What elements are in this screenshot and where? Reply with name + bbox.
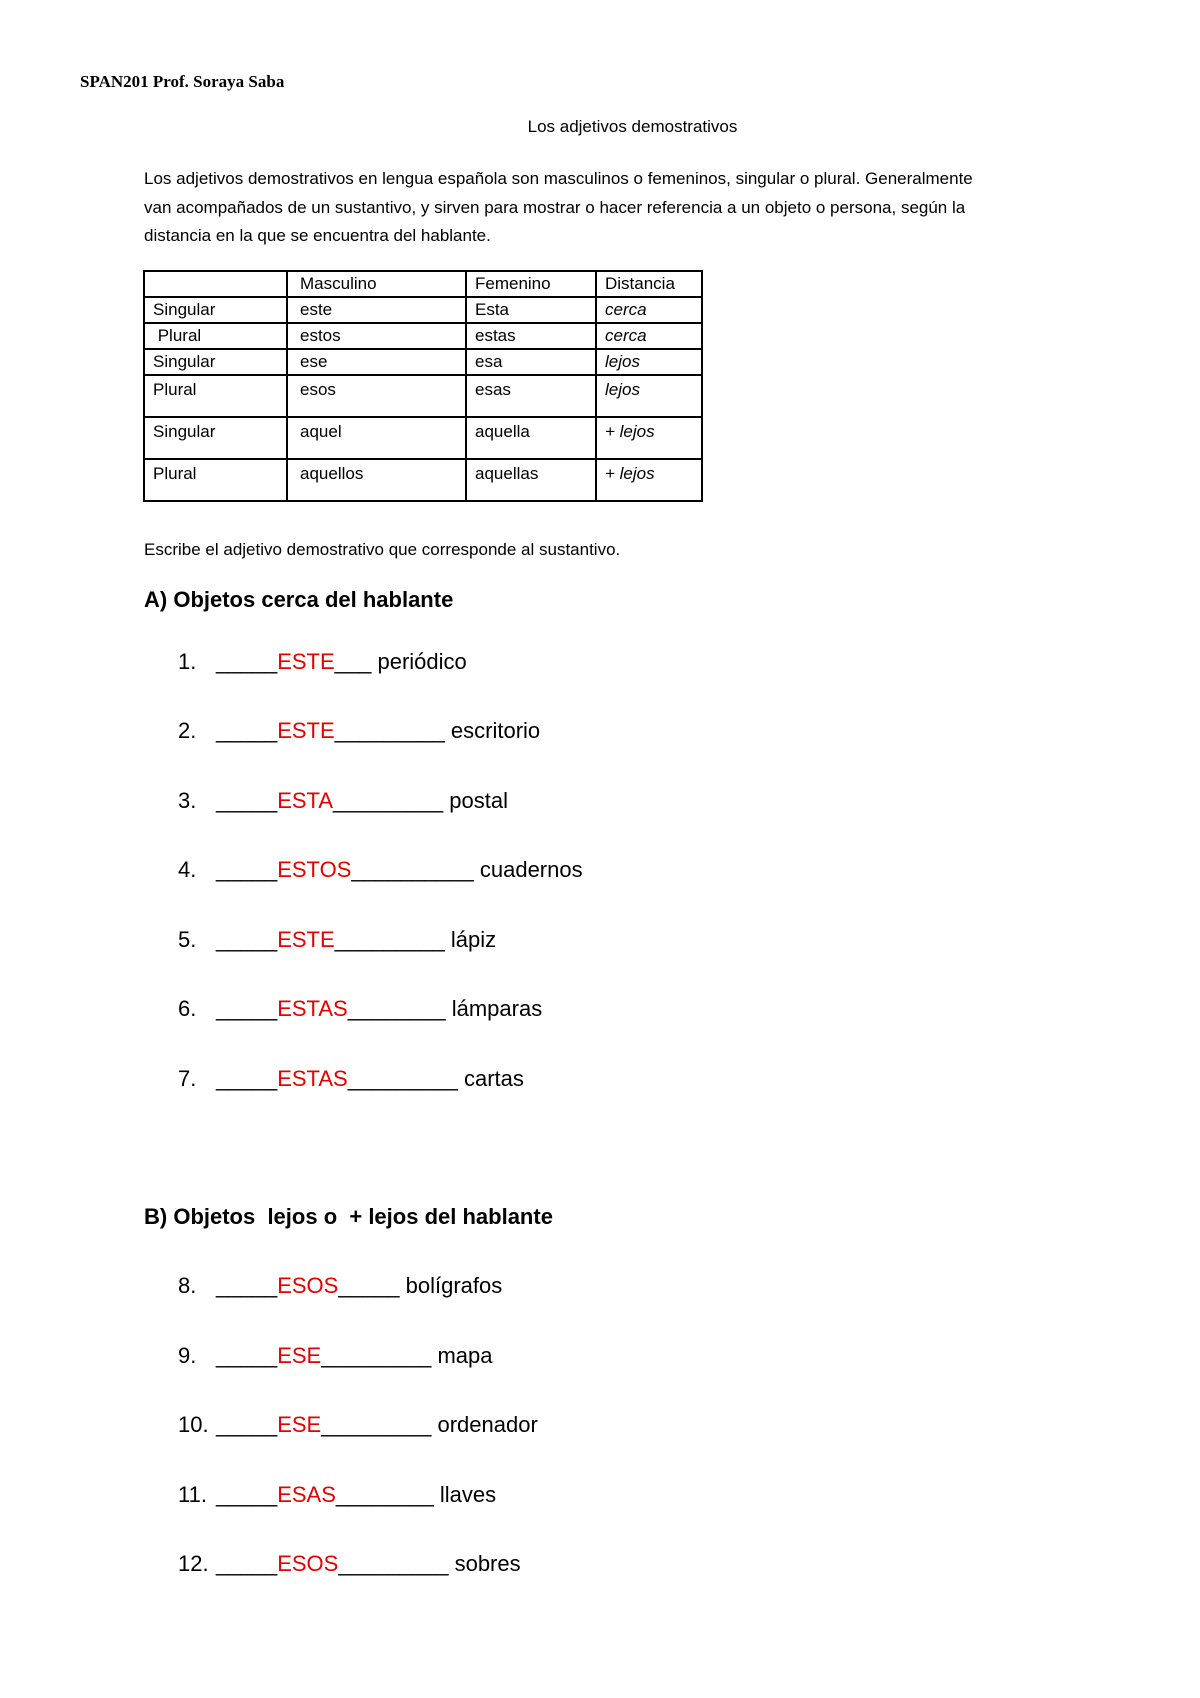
blank-line: _________: [321, 1343, 432, 1368]
noun-text: llaves: [439, 1482, 497, 1507]
noun-text: ordenador: [437, 1412, 538, 1437]
exercise-item: [178, 718, 540, 744]
table-cell-feminine: estas: [466, 323, 596, 349]
table-row: [144, 323, 702, 349]
noun-text: periódico: [377, 649, 467, 674]
blank-line: _____: [216, 1066, 278, 1091]
exercise-item: [178, 1482, 496, 1508]
table-cell-feminine: Esta: [466, 297, 596, 323]
blank-line: ___: [334, 649, 372, 674]
blank-line: ________: [347, 996, 446, 1021]
answer-text: ESTE: [277, 927, 335, 952]
exercise-item: [178, 1412, 538, 1438]
course-header: SPAN201 Prof. Soraya Saba: [80, 72, 285, 91]
exercise-item: [178, 1273, 502, 1299]
blank-line: _________: [334, 927, 445, 952]
table-cell-masculine: ese: [287, 349, 466, 375]
item-number: 12.: [178, 1551, 209, 1576]
exercise-item: [178, 927, 496, 953]
answer-text: ESOS: [277, 1551, 339, 1576]
table-row: [144, 297, 702, 323]
exercise-item: [178, 857, 583, 883]
document-title: Los adjetivos demostrativos: [527, 117, 738, 136]
answer-text: ESE: [277, 1412, 322, 1437]
intro-paragraph: [144, 165, 1064, 251]
table-cell-distance: + lejos: [596, 417, 702, 459]
noun-text: lámparas: [451, 996, 543, 1021]
blank-line: _____: [216, 788, 278, 813]
table-cell-masculine: aquellos: [287, 459, 466, 501]
blank-line: _____: [216, 1273, 278, 1298]
noun-text: postal: [449, 788, 508, 813]
noun-text: cuadernos: [479, 857, 583, 882]
item-number: 4.: [178, 857, 197, 882]
table-cell-number: Singular: [144, 297, 287, 323]
exercise-instructions: Escribe el adjetivo demostrativo que corresponde al sustantivo.: [144, 540, 621, 559]
blank-line: _____: [216, 1482, 278, 1507]
intro-line: distancia en la que se encuentra del hablante.: [144, 226, 491, 245]
table-row: [144, 375, 702, 417]
item-number: 8.: [178, 1273, 197, 1298]
exercise-item: [178, 1343, 493, 1369]
answer-text: ESAS: [277, 1482, 336, 1507]
exercise-item: [178, 996, 542, 1022]
table-cell-feminine: aquella: [466, 417, 596, 459]
item-number: 5.: [178, 927, 197, 952]
table-cell-distance: cerca: [596, 297, 702, 323]
table-cell-masculine: esos: [287, 375, 466, 417]
table-cell-distance: lejos: [596, 349, 702, 375]
answer-text: ESOS: [277, 1273, 339, 1298]
blank-line: _____: [216, 927, 278, 952]
item-number: 7.: [178, 1066, 197, 1091]
noun-text: mapa: [437, 1343, 493, 1368]
blank-line: _____: [216, 1343, 278, 1368]
table-row: [144, 417, 702, 459]
item-number: 6.: [178, 996, 197, 1021]
answer-text: ESTAS: [277, 996, 348, 1021]
table-row: [144, 349, 702, 375]
demonstratives-table: [143, 270, 703, 502]
answer-text: ESTAS: [277, 1066, 348, 1091]
blank-line: ________: [335, 1482, 434, 1507]
exercise-item: [178, 1551, 521, 1577]
noun-text: escritorio: [450, 718, 541, 743]
answer-text: ESTOS: [277, 857, 352, 882]
intro-line: Los adjetivos demostrativos en lengua española son masculinos o femeninos, singular o plural. Generalmente: [144, 169, 973, 188]
table-cell-distance: cerca: [596, 323, 702, 349]
table-cell-number: Plural: [144, 375, 287, 417]
blank-line: _________: [333, 788, 444, 813]
blank-line: _____: [216, 718, 278, 743]
item-number: 2.: [178, 718, 197, 743]
blank-line: _____: [216, 857, 278, 882]
blank-line: _________: [321, 1412, 432, 1437]
exercise-item: [178, 1066, 524, 1092]
table-cell-feminine: esa: [466, 349, 596, 375]
exercise-item: [178, 788, 508, 814]
answer-text: ESTA: [277, 788, 334, 813]
table-header-cell: Distancia: [596, 271, 702, 297]
answer-text: ESTE: [277, 649, 335, 674]
table-header-cell: [144, 271, 287, 297]
table-cell-distance: lejos: [596, 375, 702, 417]
noun-text: lápiz: [450, 927, 497, 952]
table-cell-masculine: este: [287, 297, 466, 323]
table-cell-masculine: aquel: [287, 417, 466, 459]
blank-line: _____: [338, 1273, 400, 1298]
table-header-row: [144, 271, 702, 297]
table-cell-number: Plural: [144, 459, 287, 501]
table-header-cell: Masculino: [287, 271, 466, 297]
blank-line: __________: [351, 857, 474, 882]
table-cell-number: Singular: [144, 349, 287, 375]
item-number: 9.: [178, 1343, 197, 1368]
section-a-heading: A) Objetos cerca del hablante: [144, 587, 454, 612]
noun-text: cartas: [463, 1066, 524, 1091]
blank-line: _________: [334, 718, 445, 743]
blank-line: _____: [216, 1551, 278, 1576]
table-cell-masculine: estos: [287, 323, 466, 349]
answer-text: ESTE: [277, 718, 335, 743]
item-number: 10.: [178, 1412, 209, 1437]
blank-line: _________: [347, 1066, 458, 1091]
table-cell-distance: + lejos: [596, 459, 702, 501]
answer-text: ESE: [277, 1343, 322, 1368]
blank-line: _____: [216, 996, 278, 1021]
item-number: 3.: [178, 788, 197, 813]
blank-line: _____: [216, 1412, 278, 1437]
table-header-cell: Femenino: [466, 271, 596, 297]
blank-line: _________: [338, 1551, 449, 1576]
table-cell-feminine: esas: [466, 375, 596, 417]
exercise-item: [178, 649, 467, 675]
table-cell-feminine: aquellas: [466, 459, 596, 501]
table-row: [144, 459, 702, 501]
noun-text: bolígrafos: [405, 1273, 503, 1298]
table-cell-number: Plural: [144, 323, 287, 349]
intro-line: van acompañados de un sustantivo, y sirven para mostrar o hacer referencia a un objeto o persona, según la: [144, 197, 966, 217]
blank-line: _____: [216, 649, 278, 674]
item-number: 1.: [178, 649, 197, 674]
noun-text: sobres: [454, 1551, 521, 1576]
item-number: 11.: [178, 1482, 207, 1507]
section-b-heading: B) Objetos lejos o + lejos del hablante: [144, 1204, 553, 1229]
table-cell-number: Singular: [144, 417, 287, 459]
